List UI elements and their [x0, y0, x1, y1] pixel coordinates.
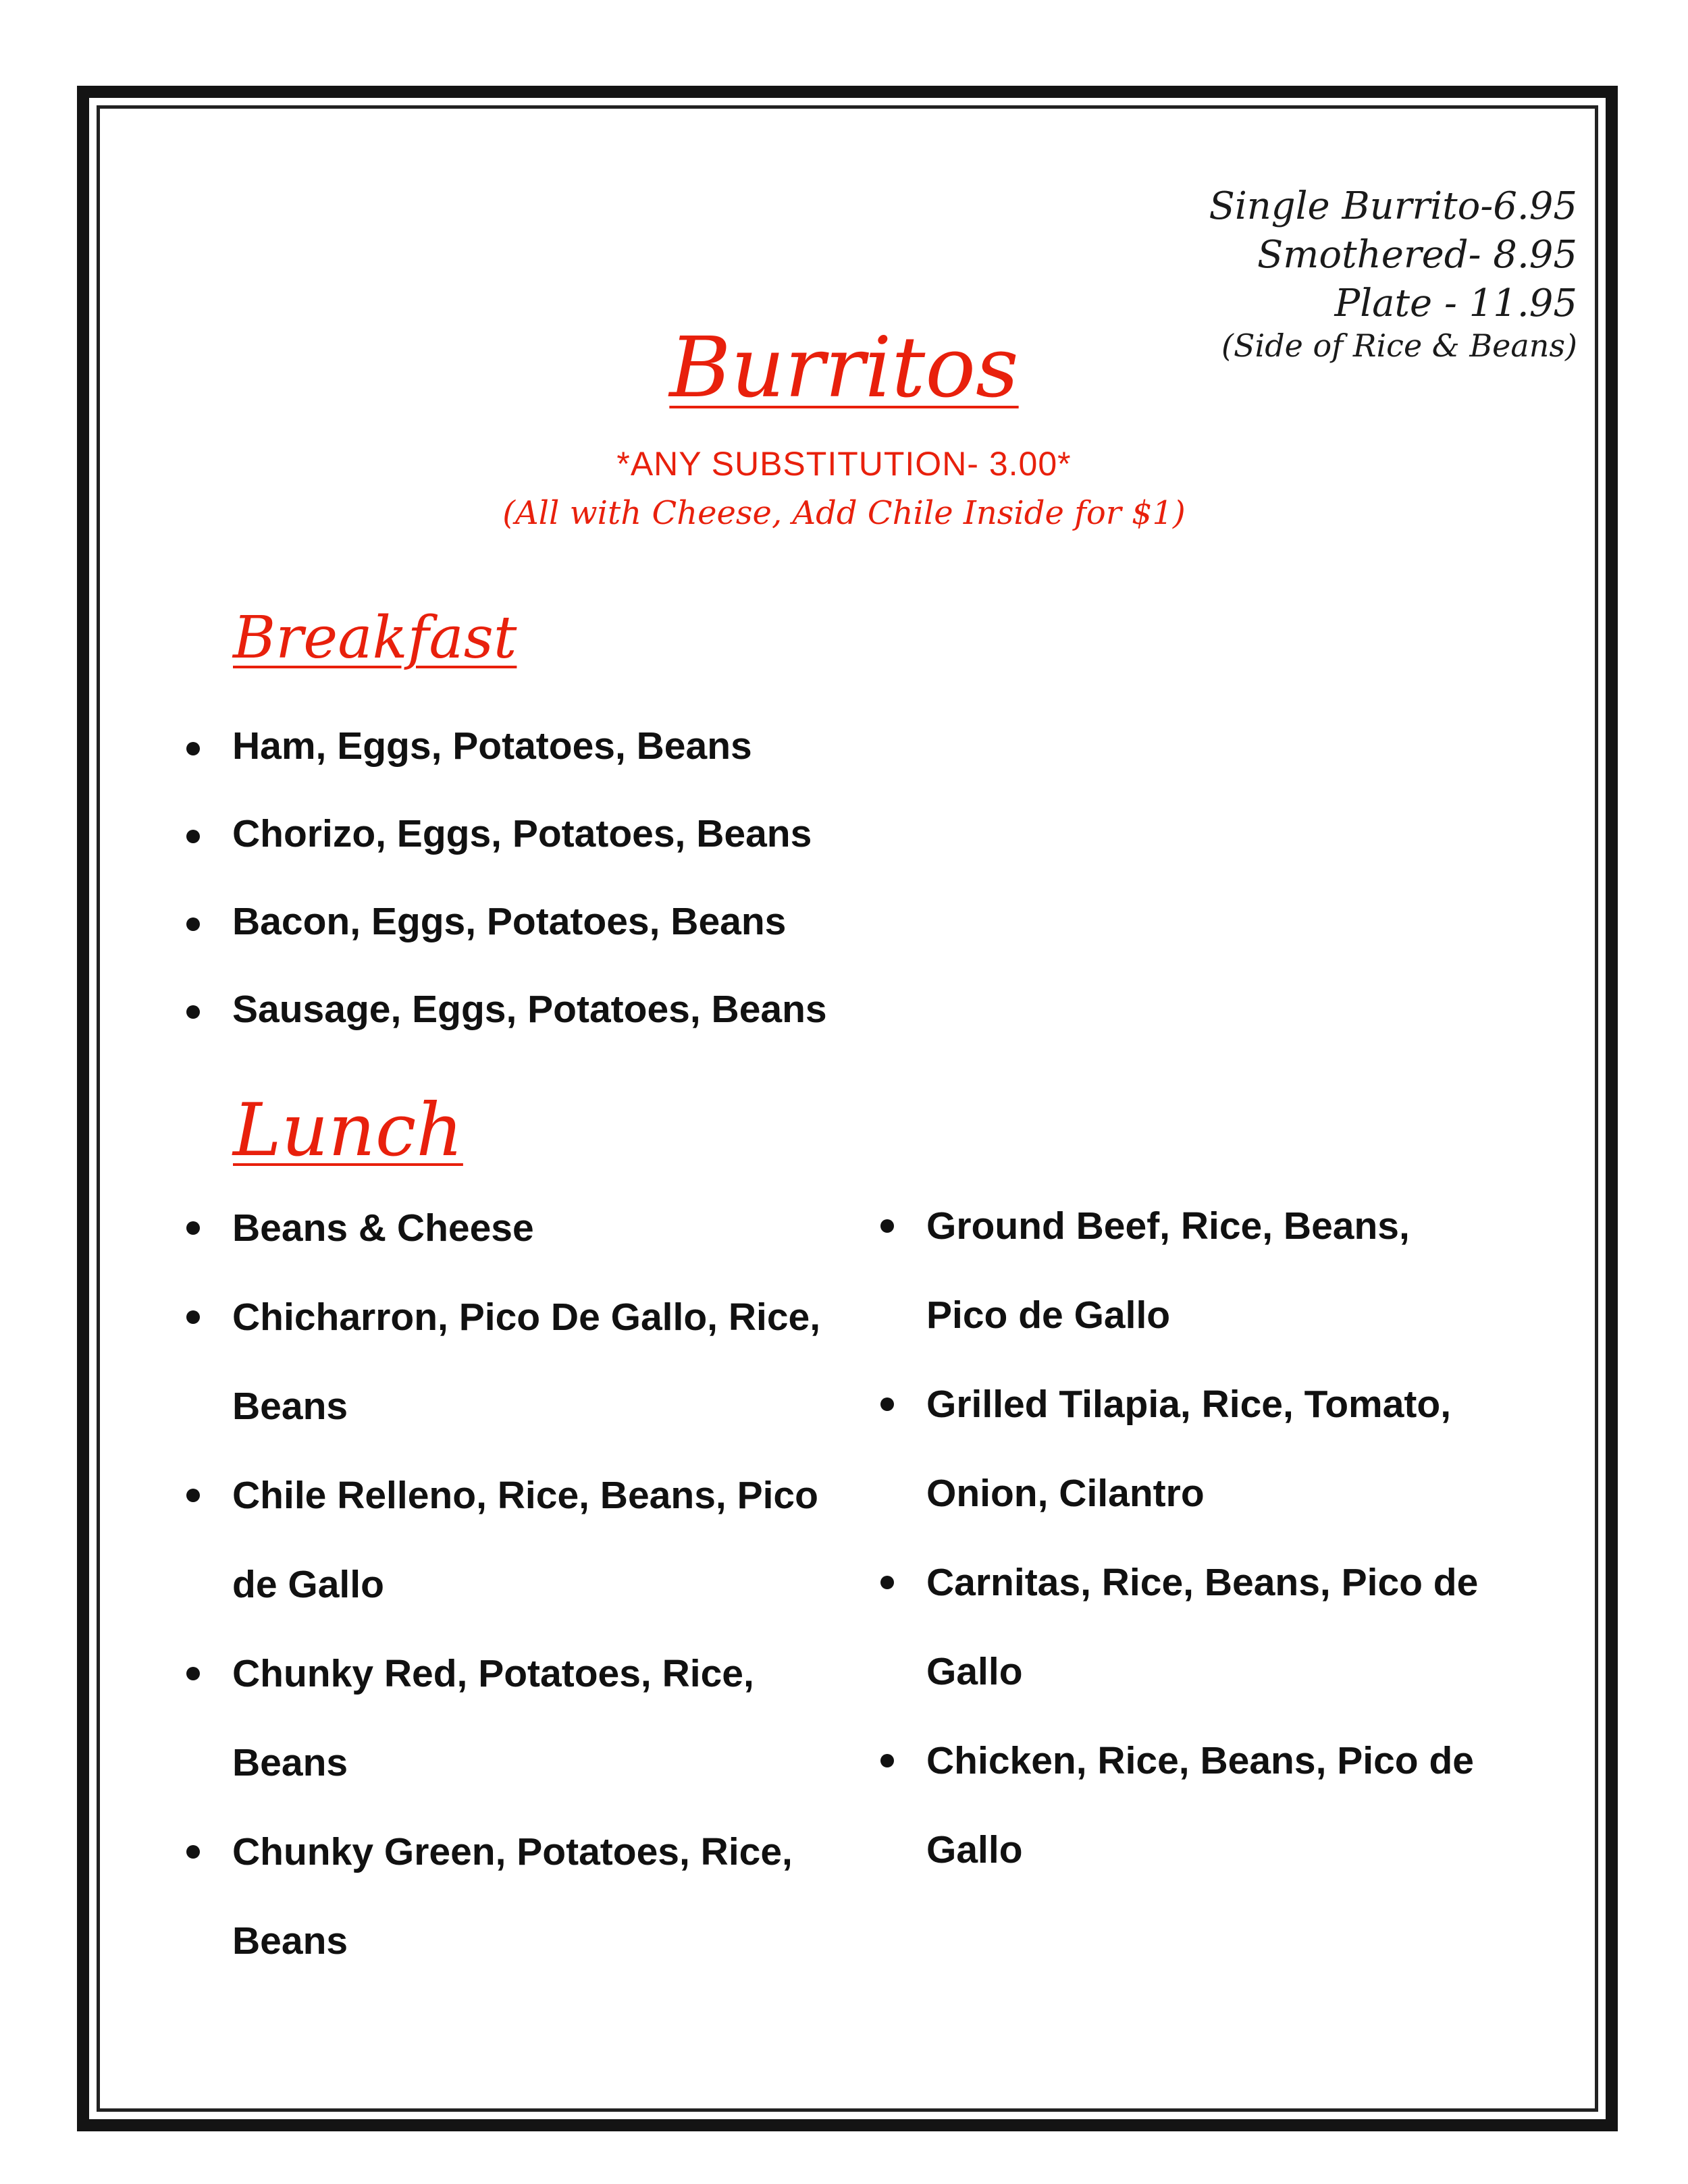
page-title: [0, 317, 1688, 419]
list-item: Sausage, Eggs, Potatoes, Beans: [182, 982, 827, 1036]
breakfast-list: [182, 719, 827, 1070]
lunch-list-right: [876, 1181, 1484, 1894]
list-item: Chunky Red, Potatoes, Rice, Beans: [182, 1629, 830, 1807]
list-item: Ham, Eggs, Potatoes, Beans: [182, 719, 827, 773]
price-plate: Plate - 11.95: [1334, 282, 1577, 325]
list-item: Grilled Tilapia, Rice, Tomato, Onion, Cilantro: [876, 1360, 1484, 1538]
page-title-text: Burritos: [669, 319, 1019, 417]
lunch-list-left: [182, 1183, 830, 1986]
list-item: Bacon, Eggs, Potatoes, Beans: [182, 895, 827, 949]
plate-side-note: (Side of Rice & Beans): [1221, 327, 1577, 364]
lunch-heading: [233, 1087, 463, 1175]
list-item: Ground Beef, Rice, Beans, Pico de Gallo: [876, 1181, 1484, 1360]
breakfast-heading-text: Breakfast: [233, 604, 517, 672]
list-item: Chicken, Rice, Beans, Pico de Gallo: [876, 1716, 1484, 1894]
list-item: Beans & Cheese: [182, 1183, 830, 1273]
substitution-note: *ANY SUBSTITUTION- 3.00*: [616, 445, 1072, 483]
price-smothered: Smothered- 8.95: [1257, 233, 1577, 277]
list-item: Chunky Green, Potatoes, Rice, Beans: [182, 1807, 830, 1986]
cheese-note: (All with Cheese, Add Chile Inside for $1): [502, 494, 1186, 532]
list-item: Chile Relleno, Rice, Beans, Pico de Gallo: [182, 1451, 830, 1629]
list-item: Chorizo, Eggs, Potatoes, Beans: [182, 807, 827, 861]
lunch-heading-text: Lunch: [233, 1088, 463, 1173]
price-single-burrito: Single Burrito-6.95: [1209, 184, 1577, 228]
list-item: Carnitas, Rice, Beans, Pico de Gallo: [876, 1538, 1484, 1716]
breakfast-heading: [233, 601, 517, 675]
list-item: Chicharron, Pico De Gallo, Rice, Beans: [182, 1273, 830, 1451]
